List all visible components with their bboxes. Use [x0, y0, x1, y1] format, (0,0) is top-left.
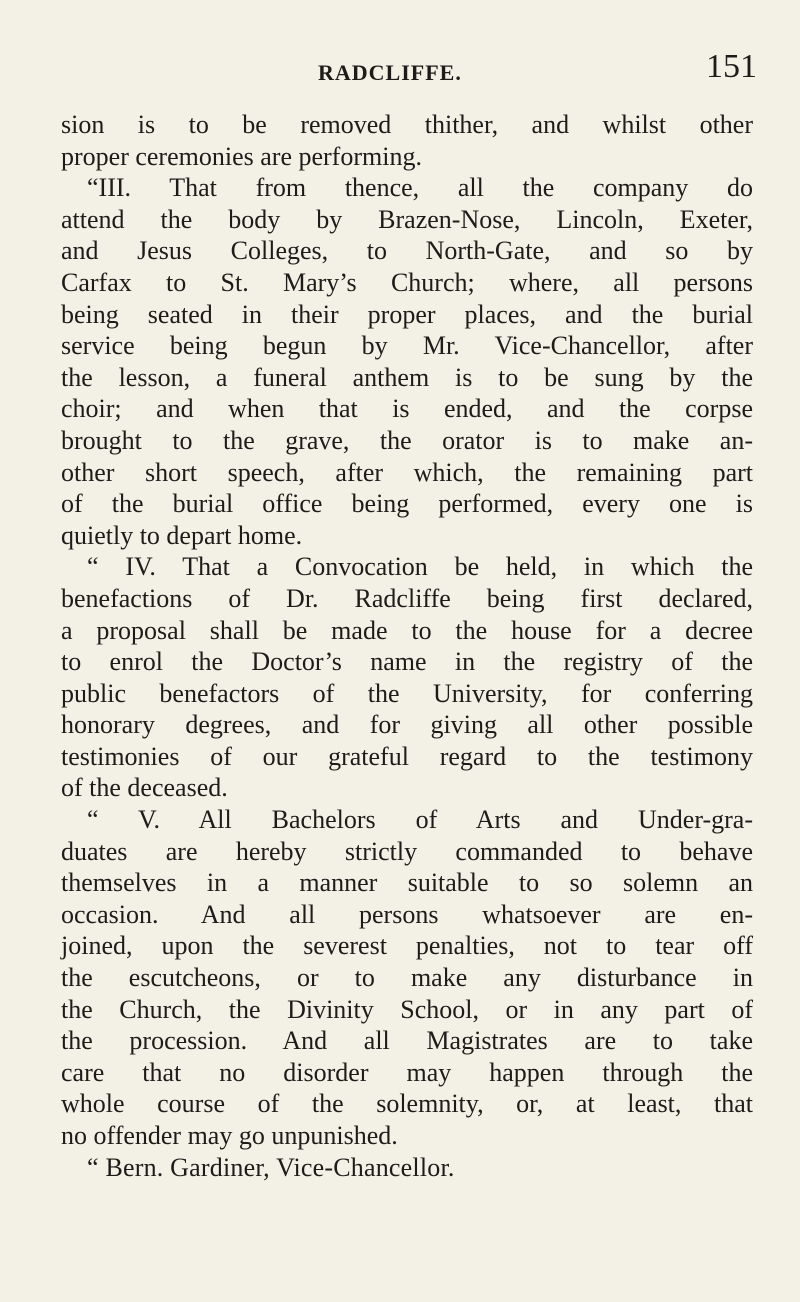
signature-line: “ Bern. Gardiner, Vice-Chancellor. [87, 1152, 455, 1182]
text-line: the Church, the Divinity School, or in any part of [61, 994, 753, 1024]
text-line: duates are hereby strictly commanded to behave [61, 836, 753, 866]
text-line: service being begun by Mr. Vice-Chancellor, after [61, 331, 753, 361]
text-line: the escutcheons, or to make any disturbance in [61, 963, 753, 993]
paragraph-iii-start: “III. That from thence, all the company do [87, 173, 753, 203]
text-line: proper ceremonies are performing. [61, 141, 422, 171]
text-line: attend the body by Brazen-Nose, Lincoln, Exeter, [61, 204, 753, 234]
text-line: being seated in their proper places, and the burial [61, 299, 753, 329]
text-line: of the deceased. [61, 773, 228, 803]
text-line: occasion. And all persons whatsoever are en- [61, 899, 753, 929]
text-line: care that no disorder may happen through the [61, 1057, 753, 1087]
text-line: a proposal shall be made to the house for a decree [61, 615, 753, 645]
text-line: brought to the grave, the orator is to make an- [61, 425, 753, 455]
paragraph-v-start: “ V. All Bachelors of Arts and Under-gra- [87, 805, 753, 835]
running-title: RADCLIFFE. [318, 60, 462, 85]
text-line: Carfax to St. Mary’s Church; where, all persons [61, 267, 753, 297]
text-line: the lesson, a funeral anthem is to be sung by the [61, 362, 753, 392]
text-line: of the burial office being performed, every one is [61, 489, 753, 519]
text-line: sion is to be removed thither, and whilst other [61, 110, 753, 139]
text-line: other short speech, after which, the remaining part [61, 457, 753, 487]
text-line: joined, upon the severest penalties, not to tear off [61, 931, 753, 961]
text-line: choir; and when that is ended, and the corpse [61, 394, 753, 424]
text-line: themselves in a manner suitable to so solemn an [61, 868, 753, 898]
text-line: testimonies of our grateful regard to the testimony [61, 741, 753, 771]
text-line: to enrol the Doctor’s name in the registry of the [61, 647, 753, 677]
text-line: quietly to depart home. [61, 520, 303, 550]
text-line: the procession. And all Magistrates are to take [61, 1026, 753, 1056]
paragraph-iv-start: “ IV. That a Convocation be held, in which the [87, 552, 753, 582]
page-number: 151 [706, 48, 757, 85]
text-line: benefactions of Dr. Radcliffe being first declared, [61, 583, 753, 613]
text-line: public benefactors of the University, for conferring [61, 678, 753, 708]
text-line: no offender may go unpunished. [61, 1121, 398, 1150]
text-line: whole course of the solemnity, or, at least, that [61, 1089, 753, 1119]
text-line: and Jesus Colleges, to North-Gate, and so by [61, 236, 753, 266]
body-text [61, 109, 753, 1183]
text-line: honorary degrees, and for giving all other possible [61, 710, 753, 740]
